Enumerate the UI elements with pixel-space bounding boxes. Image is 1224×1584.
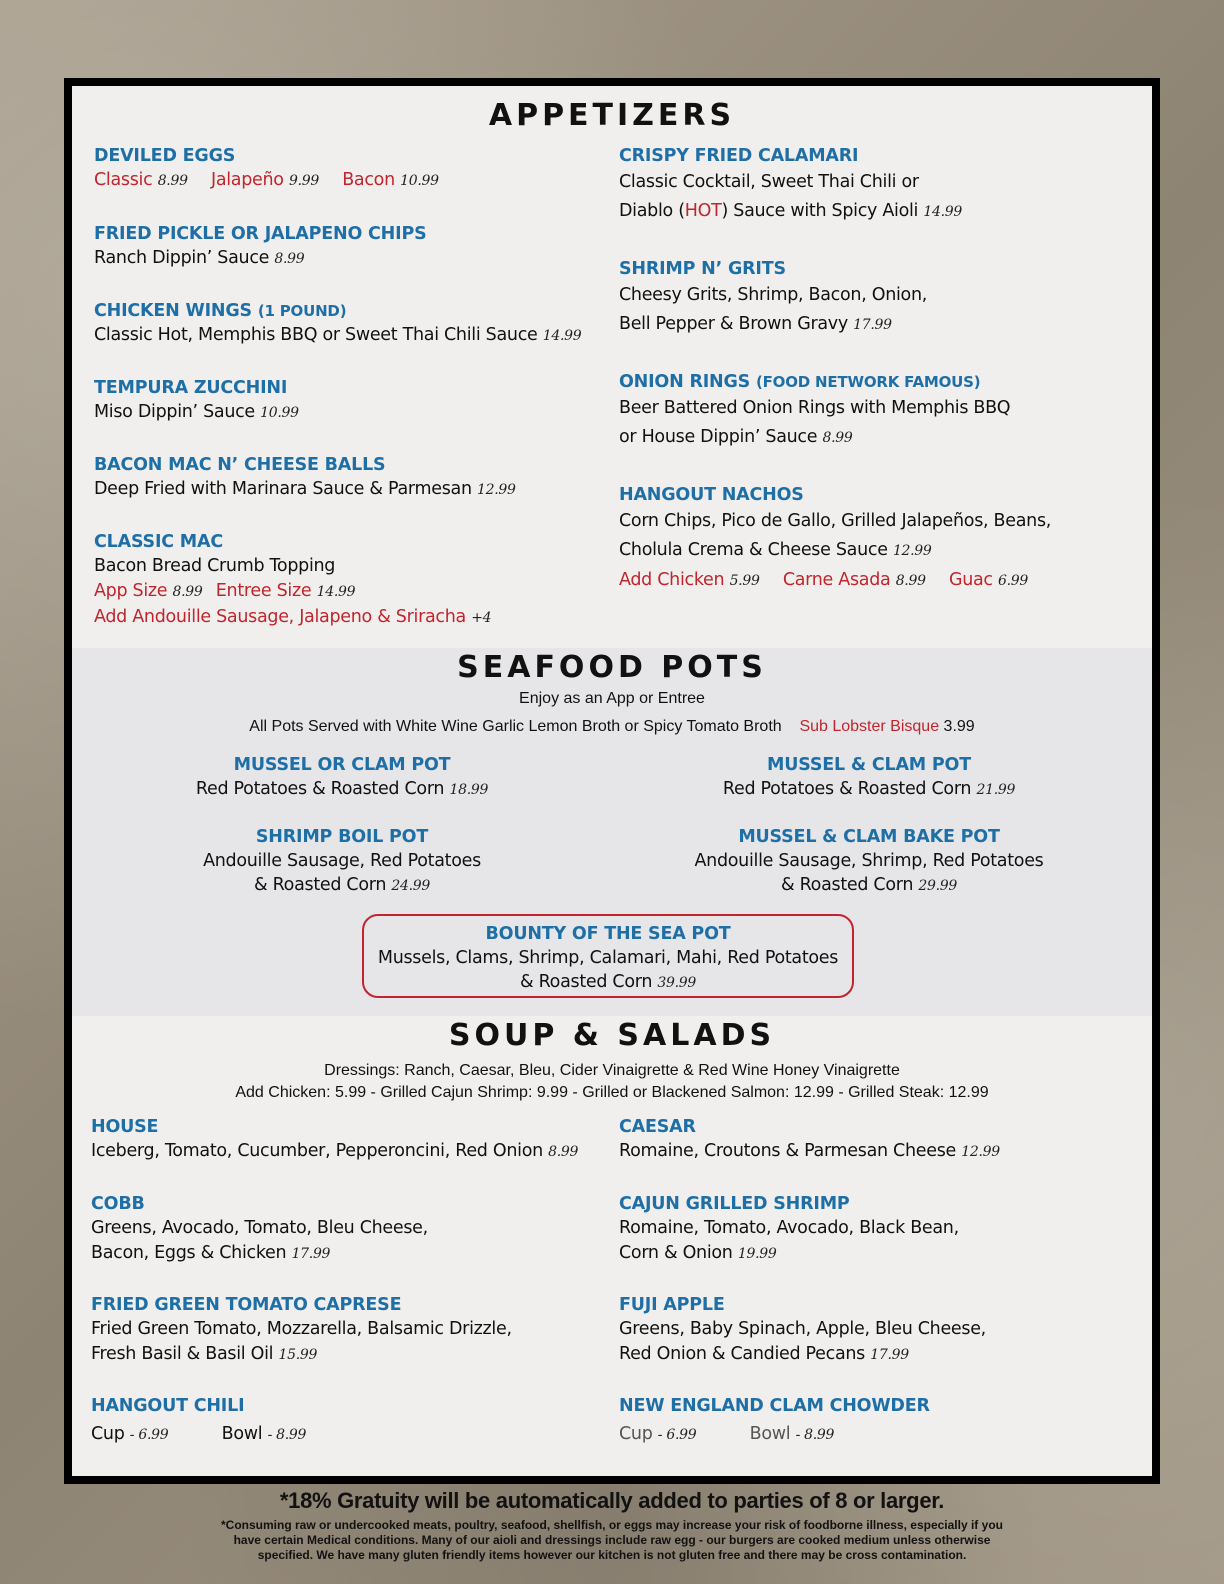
pots-note: [72, 718, 1152, 736]
item-name: MUSSEL & CLAM POT: [767, 755, 971, 775]
item-name: SHRIMP BOIL POT: [255, 827, 429, 847]
menu-item-mussel-and-clam-pot: [669, 753, 1069, 802]
menu-frame: [64, 78, 1160, 1484]
hot-label: HOT: [684, 201, 722, 221]
bowl-price: - 8.99: [795, 1427, 835, 1443]
menu-item-clam-chowder: [619, 1394, 930, 1451]
menu-item-mac-cheese-balls: [94, 453, 516, 503]
item-description: & Roasted Corn: [520, 972, 653, 992]
item-description: Romaine, Croutons & Parmesan Cheese: [619, 1141, 956, 1161]
featured-pot-box: [362, 914, 854, 998]
cup-label: Cup: [619, 1424, 653, 1444]
cup-price: - 6.99: [129, 1427, 169, 1443]
option-label: App Size: [94, 581, 168, 601]
menu-item-deviled-eggs: [94, 144, 439, 194]
item-description: & Roasted Corn: [781, 875, 914, 895]
soups-salads-title: SOUP & SALADS: [448, 1018, 776, 1053]
food-safety-disclaimer: *Consuming raw or undercooked meats, poultry, seafood, shellfish, or eggs may increase your risk of foodborne illness, especially if you have certain Medical conditions. Many of our aioli and dressings include raw egg - our burgers are cooked medium unless otherwise specified. We have many gluten friendly items however our kitchen is not gluten free and there may be cross contamination.: [221, 1518, 1003, 1562]
item-name-note: (FOOD NETWORK FAMOUS): [755, 373, 981, 391]
item-description: & Roasted Corn: [254, 875, 387, 895]
menu-item-clam-bake-pot: [649, 825, 1089, 898]
item-description: ) Sauce with Spicy Aioli: [721, 201, 919, 221]
item-description: Bell Pepper & Brown Gravy: [619, 314, 848, 334]
item-price: 18.99: [449, 782, 489, 798]
cup-label: Cup: [91, 1424, 125, 1444]
item-name: ONION RINGS: [619, 372, 751, 392]
appetizers-title: APPETIZERS: [488, 98, 736, 133]
item-description: Red Potatoes & Roasted Corn: [195, 779, 445, 799]
option-label: Jalapeño: [210, 170, 284, 190]
option-price: 8.99: [157, 173, 188, 189]
menu-item-chicken-wings: [94, 299, 581, 349]
menu-item-cobb-salad: [91, 1192, 428, 1267]
menu-item-tempura-zucchini: [94, 376, 299, 426]
item-description: Fresh Basil & Basil Oil: [91, 1344, 274, 1364]
option-price: 10.99: [400, 173, 439, 189]
item-description: Beer Battered Onion Rings with Memphis BBQ: [619, 398, 1011, 418]
option-price: 5.99: [729, 573, 760, 589]
option-label: Classic: [94, 170, 153, 190]
item-description: Diablo (: [619, 201, 685, 221]
item-name: HANGOUT CHILI: [91, 1396, 245, 1416]
item-price: 10.99: [260, 405, 299, 421]
option-price: 14.99: [316, 584, 356, 600]
dressings-note: Dressings: Ranch, Caesar, Bleu, Cider Vinaigrette & Red Wine Honey Vinaigrette: [324, 1062, 900, 1079]
item-name: MUSSEL OR CLAM POT: [233, 755, 451, 775]
item-name: DEVILED EGGS: [94, 146, 236, 166]
item-price: 29.99: [918, 878, 957, 894]
item-name: FRIED PICKLE OR JALAPENO CHIPS: [94, 224, 427, 244]
pots-subtitle: Enjoy as an App or Entree: [519, 690, 705, 707]
item-price: 15.99: [278, 1347, 318, 1363]
bowl-price: - 8.99: [267, 1427, 307, 1443]
item-name: NEW ENGLAND CLAM CHOWDER: [619, 1396, 930, 1416]
menu-item-caesar-salad: [619, 1115, 1000, 1165]
item-price: 17.99: [870, 1347, 909, 1363]
item-description: Iceberg, Tomato, Cucumber, Pepperoncini, Red Onion: [91, 1141, 543, 1161]
item-price: 24.99: [391, 878, 430, 894]
item-name: CAJUN GRILLED SHRIMP: [619, 1194, 850, 1214]
item-price: 39.99: [657, 975, 696, 991]
item-description: Romaine, Tomato, Avocado, Black Bean,: [619, 1218, 959, 1238]
pots-broth-note: All Pots Served with White Wine Garlic Lemon Broth or Spicy Tomato Broth: [249, 718, 782, 735]
menu-item-calamari: [619, 144, 962, 227]
item-name-note: (1 POUND): [257, 302, 347, 320]
menu-item-cajun-shrimp-salad: [619, 1192, 959, 1267]
item-description: Fried Green Tomato, Mozzarella, Balsamic Drizzle,: [91, 1319, 512, 1339]
bowl-label: Bowl: [221, 1424, 263, 1444]
bowl-label: Bowl: [749, 1424, 791, 1444]
item-name: CRISPY FRIED CALAMARI: [619, 146, 859, 166]
option-price: 8.99: [895, 573, 926, 589]
item-price: 14.99: [923, 204, 962, 220]
item-description: Miso Dippin’ Sauce: [94, 402, 255, 422]
addon-label: Add Andouille Sausage, Jalapeno & Sriracha: [94, 607, 466, 627]
item-price: 14.99: [542, 328, 582, 344]
item-price: 8.99: [822, 430, 853, 446]
sub-bisque-label: Sub Lobster Bisque: [799, 718, 940, 735]
menu-item-shrimp-grits: [619, 257, 927, 340]
item-description: Greens, Avocado, Tomato, Bleu Cheese,: [91, 1218, 428, 1238]
item-name: MUSSEL & CLAM BAKE POT: [738, 827, 1000, 847]
item-description: Cheesy Grits, Shrimp, Bacon, Onion,: [619, 285, 928, 305]
item-description: or House Dippin’ Sauce: [619, 427, 818, 447]
item-description: Mussels, Clams, Shrimp, Calamari, Mahi, Red Potatoes: [377, 948, 839, 968]
item-name: FRIED GREEN TOMATO CAPRESE: [91, 1295, 402, 1315]
item-name: CAESAR: [619, 1117, 696, 1137]
item-name: TEMPURA ZUCCHINI: [94, 378, 288, 398]
item-description: Andouille Sausage, Shrimp, Red Potatoes: [694, 851, 1044, 871]
option-label: Guac: [948, 570, 993, 590]
menu-page: [72, 86, 1152, 1476]
menu-item-house-salad: [91, 1115, 578, 1165]
item-description: Cholula Crema & Cheese Sauce: [619, 540, 888, 560]
sub-bisque-price: 3.99: [943, 718, 975, 735]
salad-addons-note: Add Chicken: 5.99 - Grilled Cajun Shrimp: 9.99 - Grilled or Blackened Salmon: 12.99 - Grilled Steak: 12.99: [235, 1084, 989, 1101]
item-price: 8.99: [548, 1144, 579, 1160]
item-price: 19.99: [737, 1246, 777, 1262]
item-name: CLASSIC MAC: [94, 532, 224, 552]
menu-item-mussel-or-clam-pot: [142, 753, 542, 802]
addon-price: +4: [471, 610, 492, 626]
item-name: COBB: [91, 1194, 145, 1214]
option-label: Bacon: [342, 170, 395, 190]
item-description: Greens, Baby Spinach, Apple, Bleu Cheese,: [619, 1319, 986, 1339]
option-price: 9.99: [288, 173, 319, 189]
item-name: SHRIMP N’ GRITS: [619, 259, 786, 279]
option-label: Entree Size: [215, 581, 312, 601]
item-price: 8.99: [274, 251, 305, 267]
menu-item-hangout-chili: [91, 1394, 306, 1451]
item-description: Classic Cocktail, Sweet Thai Chili or: [619, 172, 919, 192]
menu-item-classic-mac: [94, 530, 491, 631]
item-description: Red Potatoes & Roasted Corn: [722, 779, 972, 799]
item-price: 21.99: [976, 782, 1016, 798]
item-description: Classic Hot, Memphis BBQ or Sweet Thai Chili Sauce: [94, 325, 538, 345]
item-name: BOUNTY OF THE SEA POT: [485, 924, 731, 944]
item-description: Corn Chips, Pico de Gallo, Grilled Jalapeños, Beans,: [619, 511, 1052, 531]
option-price: 6.99: [998, 573, 1029, 589]
item-price: 12.99: [892, 543, 932, 559]
item-description: Bacon, Eggs & Chicken: [91, 1243, 287, 1263]
item-name: CHICKEN WINGS: [94, 301, 252, 321]
item-name: BACON MAC N’ CHEESE BALLS: [94, 455, 386, 475]
item-price: 17.99: [291, 1246, 331, 1262]
item-price: 17.99: [853, 317, 892, 333]
item-description: Andouille Sausage, Red Potatoes: [203, 851, 481, 871]
item-description: Bacon Bread Crumb Topping: [94, 556, 336, 576]
menu-item-bounty-pot: [364, 916, 852, 995]
menu-item-shrimp-boil-pot: [142, 825, 542, 898]
cup-price: - 6.99: [657, 1427, 697, 1443]
footer: [0, 1488, 1224, 1563]
item-name: HANGOUT NACHOS: [619, 485, 804, 505]
item-price: 12.99: [961, 1144, 1000, 1160]
item-description: Deep Fried with Marinara Sauce & Parmesan: [94, 479, 472, 499]
option-price: 8.99: [172, 584, 203, 600]
item-description: Ranch Dippin’ Sauce: [94, 248, 270, 268]
menu-item-pickle-chips: [94, 222, 426, 272]
menu-item-onion-rings: [619, 370, 1010, 453]
menu-item-nachos: [619, 483, 1051, 596]
item-name: FUJI APPLE: [619, 1295, 725, 1315]
gratuity-notice: *18% Gratuity will be automatically added to parties of 8 or larger.: [279, 1488, 945, 1513]
option-label: Add Chicken: [619, 570, 725, 590]
item-name: HOUSE: [91, 1117, 159, 1137]
option-label: Carne Asada: [782, 570, 891, 590]
menu-item-caprese-salad: [91, 1293, 512, 1368]
item-description: Corn & Onion: [619, 1243, 733, 1263]
item-description: Red Onion & Candied Pecans: [619, 1344, 866, 1364]
item-price: 12.99: [477, 482, 516, 498]
seafood-pots-title: SEAFOOD POTS: [457, 650, 767, 685]
menu-item-fuji-salad: [619, 1293, 986, 1368]
